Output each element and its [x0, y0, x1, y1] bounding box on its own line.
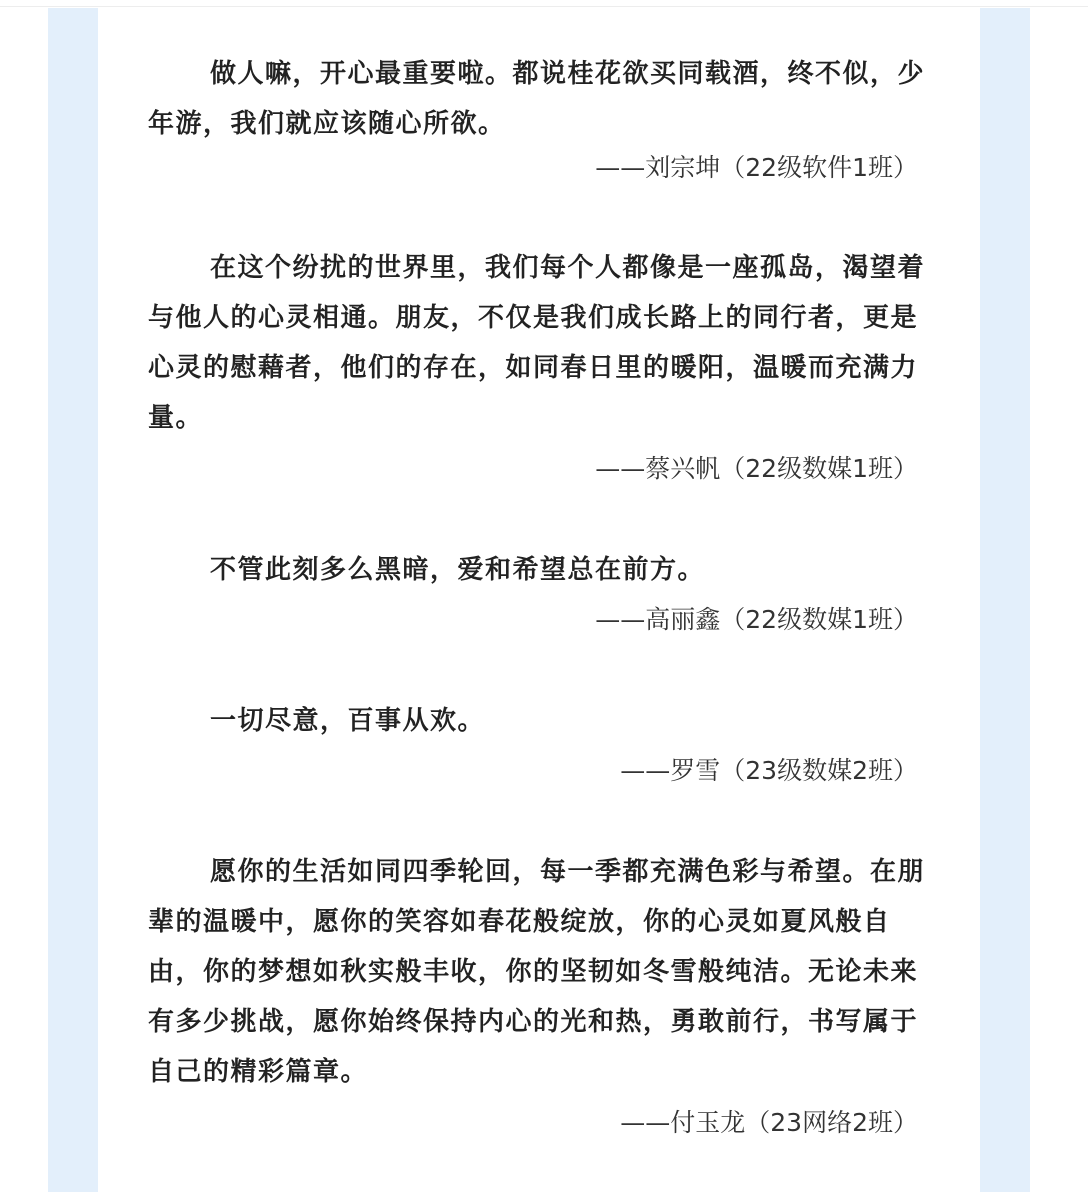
quote-attribution: ——刘宗坤（22级软件1班）: [595, 153, 918, 182]
quote-attribution: ——罗雪（23级数媒2班）: [620, 756, 918, 785]
quote-text: 在这个纷扰的世界里，我们每个人都像是一座孤岛，渴望着与他人的心灵相通。朋友，不仅是我们成长路上的同行者，更是心灵的慰藉者，他们的存在，如同春日里的暖阳，温暖而充满力量。: [148, 253, 926, 433]
left-decorative-band: [48, 8, 98, 1192]
right-decorative-band: [980, 8, 1030, 1192]
quote-text: 愿你的生活如同四季轮回，每一季都充满色彩与希望。在朋辈的温暖中，愿你的笑容如春花般绽放，你的心灵如夏风般自由，你的梦想如秋实般丰收，你的坚韧如冬雪般纯洁。无论未来有多少挑战，愿你始终保持内心的光和热，勇敢前行，书写属于自己的精彩篇章。: [148, 857, 926, 1087]
quote-attribution: ——蔡兴帆（22级数媒1班）: [595, 454, 918, 483]
quote-text: 一切尽意，百事从欢。: [210, 706, 486, 736]
quote-attribution: ——高丽鑫（22级数媒1班）: [595, 605, 918, 634]
quote-attribution: ——付玉龙（23网络2班）: [620, 1108, 918, 1137]
quote-text: 不管此刻多么黑暗，爱和希望总在前方。: [210, 555, 706, 585]
quotes-article: [98, 8, 980, 1192]
quote-text: 做人嘛，开心最重要啦。都说桂花欲买同载酒，终不似，少年游，我们就应该随心所欲。: [148, 59, 926, 139]
top-divider: [0, 6, 1088, 7]
